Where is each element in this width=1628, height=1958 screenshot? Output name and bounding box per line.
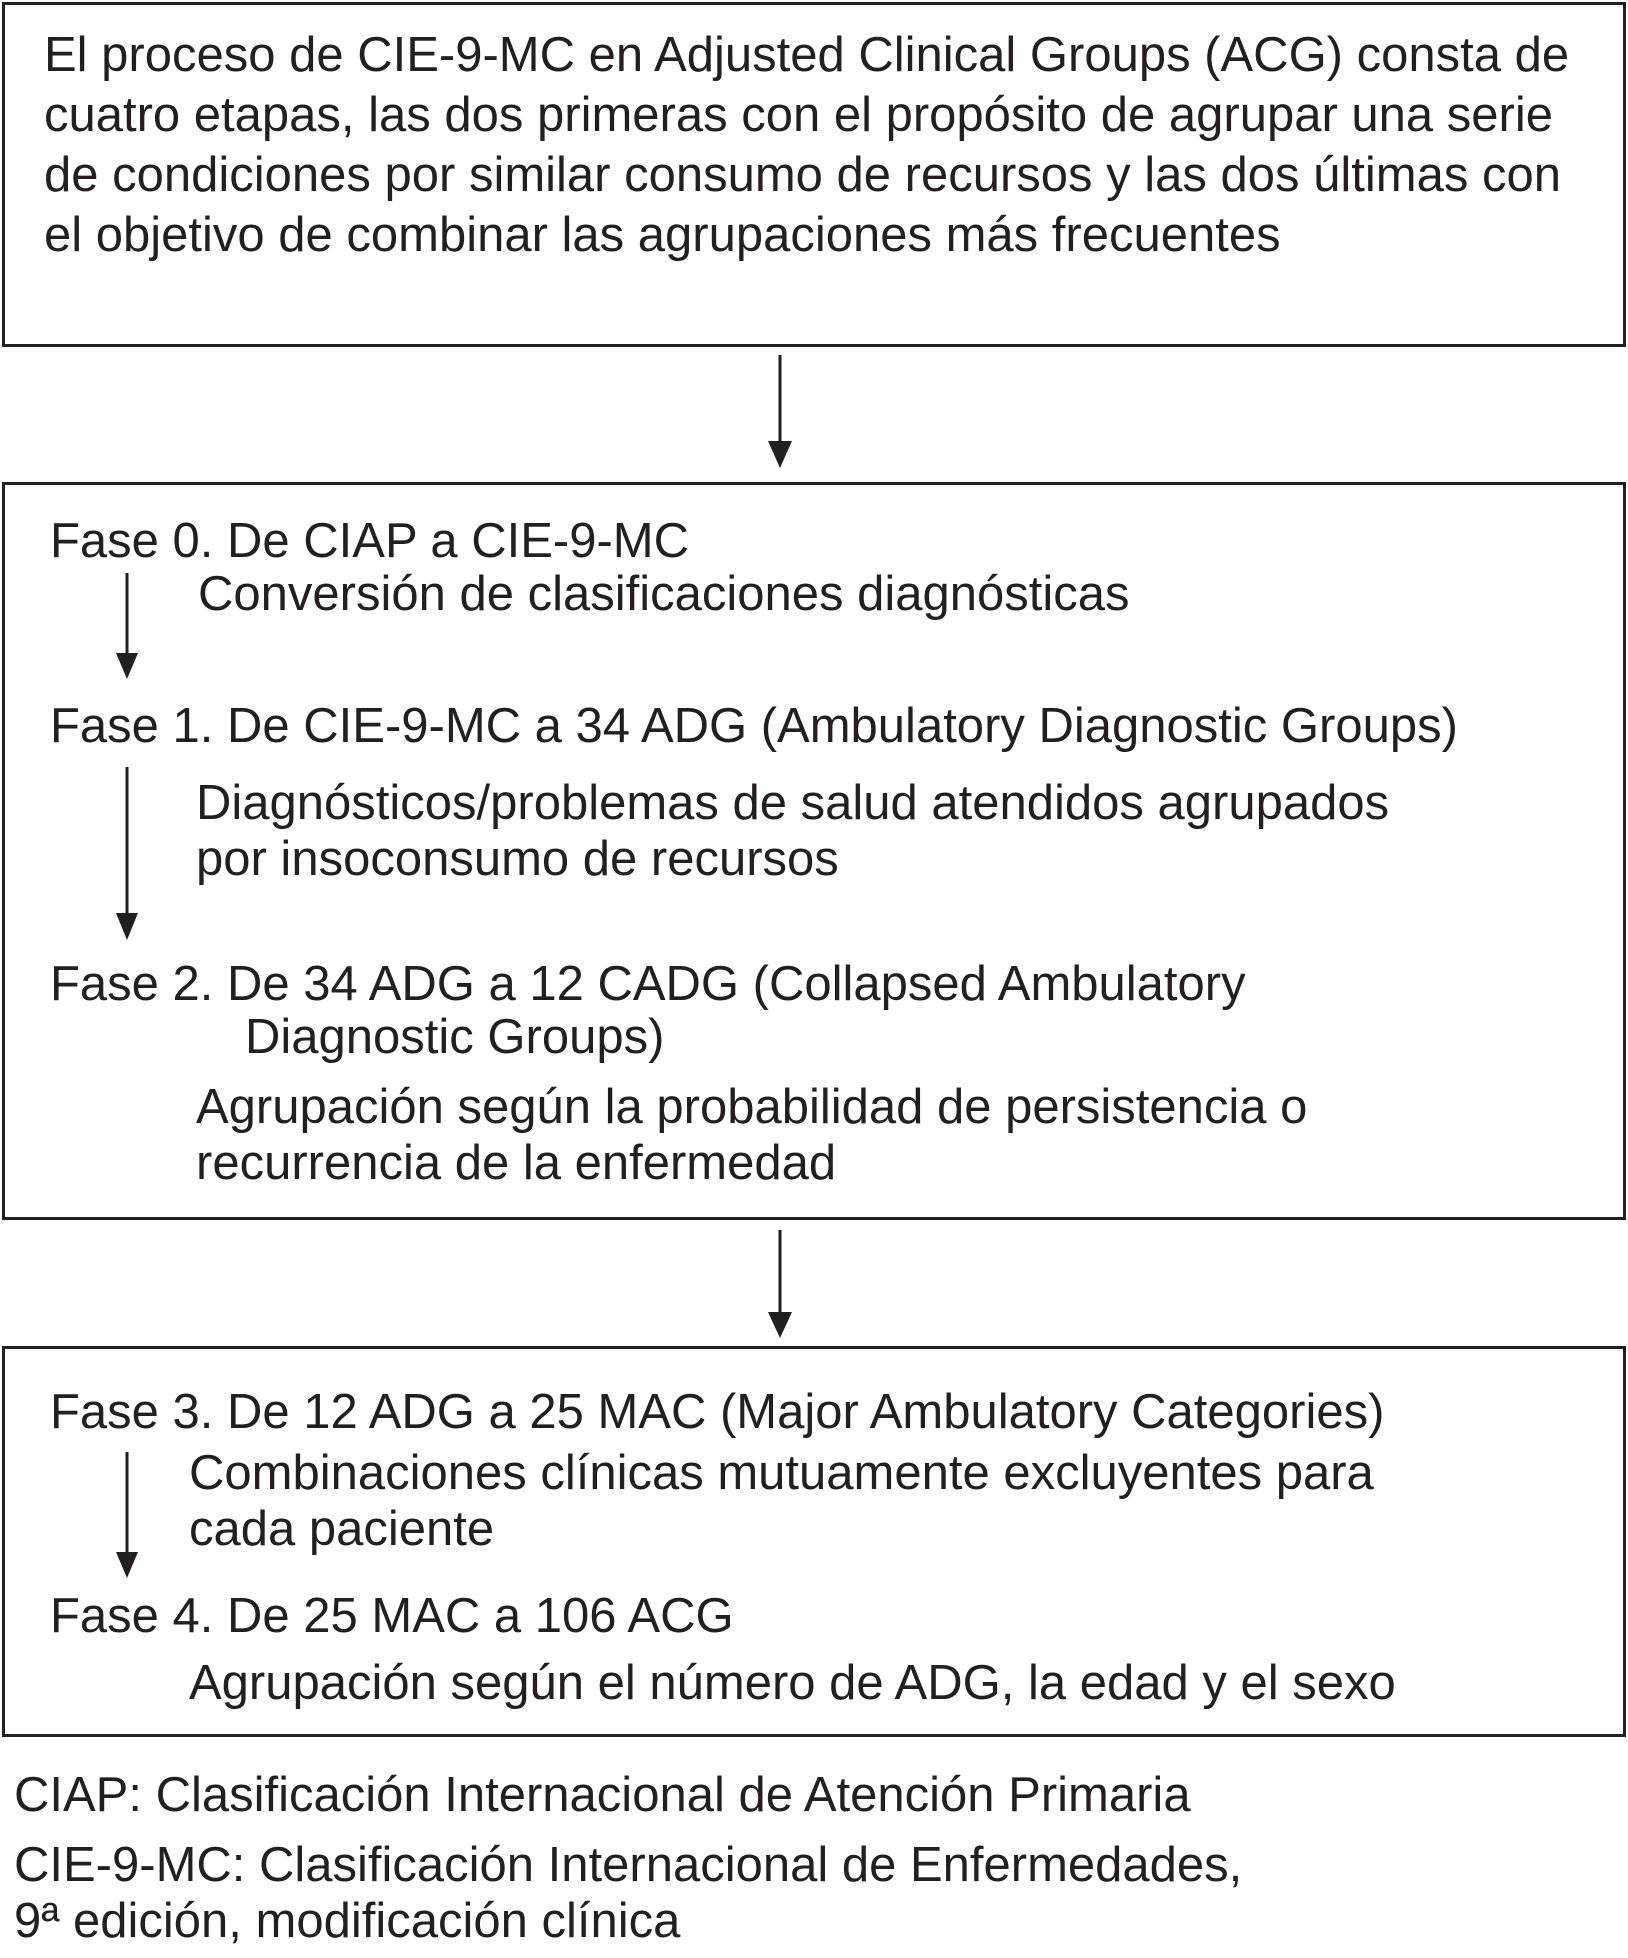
fase-4-title: Fase 4. De 25 MAC a 106 ACG — [50, 1589, 734, 1643]
fase-3-description-line2: cada paciente — [189, 1502, 495, 1556]
fase-2-description-line2: recurrencia de la enfermedad — [196, 1136, 837, 1190]
fase-2-description-line1: Agrupación según la probabilidad de persistencia o — [196, 1080, 1308, 1134]
fase-1-title: Fase 1. De CIE-9-MC a 34 ADG (Ambulatory Diagnostic Groups) — [50, 699, 1458, 753]
fase-0-description: Conversión de clasificaciones diagnósticas — [198, 567, 1130, 621]
footnote-cie-line1: CIE-9-MC: Clasificación Internacional de Enfermedades, — [14, 1838, 1243, 1892]
fase-3-title: Fase 3. De 12 ADG a 25 MAC (Major Ambulatory Categories) — [50, 1385, 1385, 1439]
intro-text: El proceso de CIE-9-MC en Adjusted Clinical Groups (ACG) consta de cuatro etapas, las dos primeras con el propósito de agrupar una serie de condiciones por similar consumo de recursos y las dos últimas con el objetivo de combinar las agrupaciones más frecuentes — [44, 28, 1570, 262]
arrow-down-icon — [760, 355, 800, 470]
footnote-cie-line2: 9ª edición, modificación clínica — [14, 1894, 681, 1948]
fase-2-title-line2: Diagnostic Groups) — [245, 1010, 665, 1064]
arrow-down-icon — [107, 1452, 147, 1580]
fase-1-description-line2: por insoconsumo de recursos — [196, 832, 839, 886]
fase-4-description: Agrupación según el número de ADG, la edad y el sexo — [189, 1656, 1396, 1710]
arrow-down-icon — [107, 767, 147, 942]
phases-3-4-box — [2, 1346, 1626, 1737]
fase-1-description-line1: Diagnósticos/problemas de salud atendidos agrupados — [196, 776, 1390, 830]
fase-3-description-line1: Combinaciones clínicas mutuamente excluyentes para — [189, 1446, 1374, 1500]
phases-0-2-box — [2, 482, 1626, 1220]
arrow-down-icon — [760, 1230, 800, 1340]
footnote-ciap: CIAP: Clasificación Internacional de Atención Primaria — [14, 1768, 1191, 1822]
arrow-down-icon — [107, 573, 147, 681]
fase-0-title: Fase 0. De CIAP a CIE-9-MC — [50, 514, 690, 568]
fase-2-title-line1: Fase 2. De 34 ADG a 12 CADG (Collapsed Ambulatory — [50, 957, 1246, 1011]
intro-box — [2, 2, 1626, 347]
